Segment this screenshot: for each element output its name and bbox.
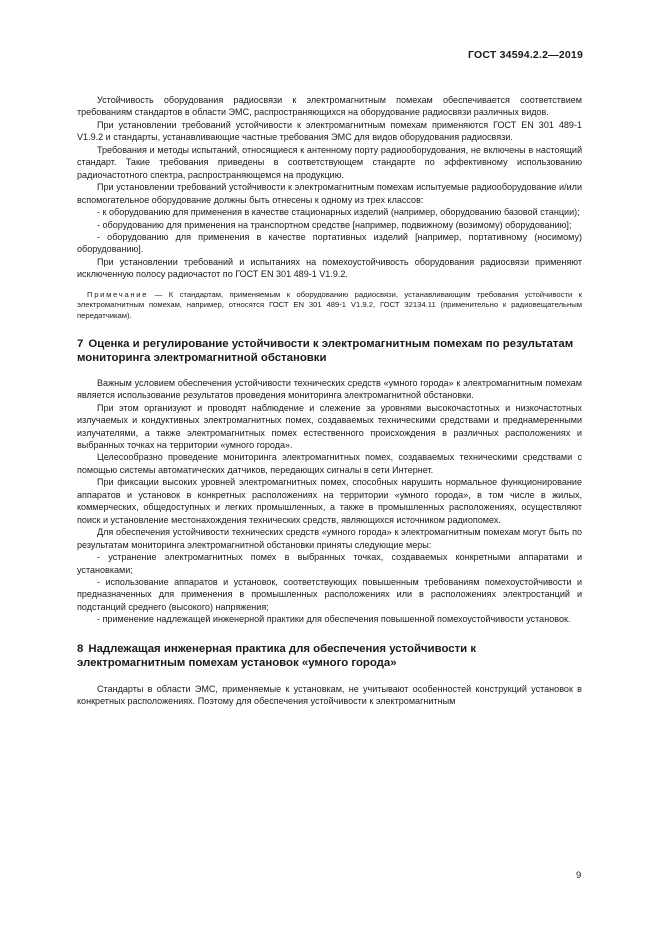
document-code: ГОСТ 34594.2.2—2019 [467, 49, 583, 61]
section-7-paragraph-3: Целесообразно проведение мониторинга электромагнитных помех, создаваемых техническими средствами с помощью системы автоматических датчиков, передающих сигналы в сети Интернет. [77, 452, 582, 475]
section-7-title: Оценка и регулирование устойчивости к электромагнитным помехам по результатам мониторинга электромагнитной обстановки [77, 337, 574, 365]
section-7-heading [77, 337, 582, 366]
measures-list-item-1: - устранение электромагнитных помех в выбранных точках, создаваемых конкретными аппаратами и установками; [77, 552, 582, 575]
class-list-item-2: - оборудованию для применения на транспортном средстве [например, подвижному (возимому) оборудованию]; [97, 219, 572, 230]
intro-paragraph-1: Устойчивость оборудования радиосвязи к электромагнитным помехам обеспечивается соответствием требованиям стандартов в области ЭМС, распространяющихся на оборудование радиосвязи различных видов. [77, 95, 582, 118]
section-8-paragraph-1: Стандарты в области ЭМС, применяемые к установкам, не учитывают особенностей конструкций установок в конкретных расположениях. Поэтому для обеспечения устойчивости к электромагнитным [77, 684, 582, 707]
section-8-heading [77, 642, 582, 671]
page-content [77, 94, 582, 708]
section-7-paragraph-4: При фиксации высоких уровней электромагнитных помех, способных нарушить нормальное функционирование аппаратов и установок в конкретных расположениях на территории «умного города», в том числе в жилых, коммерческих, общедоступных и легких промышленных, а также в промышленных расположениях, осуществляют поиск и установление местонахождения технических средств, являющихся источником радиопомех. [77, 477, 582, 525]
section-7-paragraph-5: Для обеспечения устойчивости технических средств «умного города» к электромагнитным помехам могут быть по результатам мониторинга электромагнитной обстановки приняты следующие меры: [77, 527, 582, 550]
section-8-title: Надлежащая инженерная практика для обеспечения устойчивости к электромагнитным помехам установок «умного города» [77, 642, 477, 670]
note [77, 290, 582, 322]
note-text: — К стандартам, применяемым к оборудованию радиосвязи, устанавливающим требования устойчивости к электромагнитным помехам, например, относятся ГОСТ EN 301 489-1 V1.9.2, ГОСТ 32134.11 (применительно к радиовещательным передатчикам). [77, 289, 582, 320]
note-label: Примечание [87, 289, 149, 299]
intro-paragraph-5: При установлении требований и испытаниях на помехоустойчивость оборудования радиосвязи применяют исключенную полосу радиочастот по ГОСТ EN 301 489-1 V1.9.2. [77, 256, 582, 280]
intro-paragraph-3: Требования и методы испытаний, относящиеся к антенному порту радиооборудования, не включены в настоящий стандарт. Такие требования приведены в соответствующем стандарте по эффективному использованию радиочастотного спектра, распространяющемся на продукцию. [77, 144, 582, 180]
measures-list-item-3: - применение надлежащей инженерной практики для обеспечения повышенной помехоустойчивости установок. [97, 614, 571, 625]
page-number: 9 [576, 870, 582, 881]
class-list-item-1: - к оборудованию для применения в качестве стационарных изделий (например, оборудованию базовой станции); [97, 207, 580, 218]
intro-paragraph-4: При установлении требований устойчивости к электромагнитным помехам испытуемые радиооборудование и/или вспомогательное оборудование должны быть отнесены к одному из трех классов: [77, 182, 582, 205]
section-7-number: 7 [77, 337, 84, 350]
section-8-number: 8 [77, 642, 84, 655]
intro-paragraph-2: При установлении требований устойчивости к электромагнитным помехам применяются ГОСТ EN 301 489-1 V1.9.2 и стандарты, устанавливающие частные требования ЭМС для видов оборудования радиосвязи. [77, 119, 582, 143]
class-list-item-3: - оборудованию для применения в качестве портативных изделий [например, портативному (носимому) оборудованию]. [77, 231, 582, 255]
section-7-paragraph-2: При этом организуют и проводят наблюдение и слежение за уровнями высокочастотных и низкочастотных излучаемых и кондуктивных электромагнитных помех, создаваемых техническими средствами и преднамеренными излучателями, а также электромагнитных помех естественного происхождения в различных расположениях и выбранных точках на территории «умного города». [77, 402, 582, 451]
section-7-paragraph-1: Важным условием обеспечения устойчивости технических средств «умного города» к электромагнитным помехам является использование результатов проведения мониторинга электромагнитной обстановки. [77, 377, 582, 401]
measures-list-item-2: - использование аппаратов и установок, соответствующих повышенным требованиям помехоустойчивости и предназначенных для применения в промышленных расположениях или в расположениях электростанций и подстанций среднего (высокого) напряжения; [77, 577, 582, 612]
